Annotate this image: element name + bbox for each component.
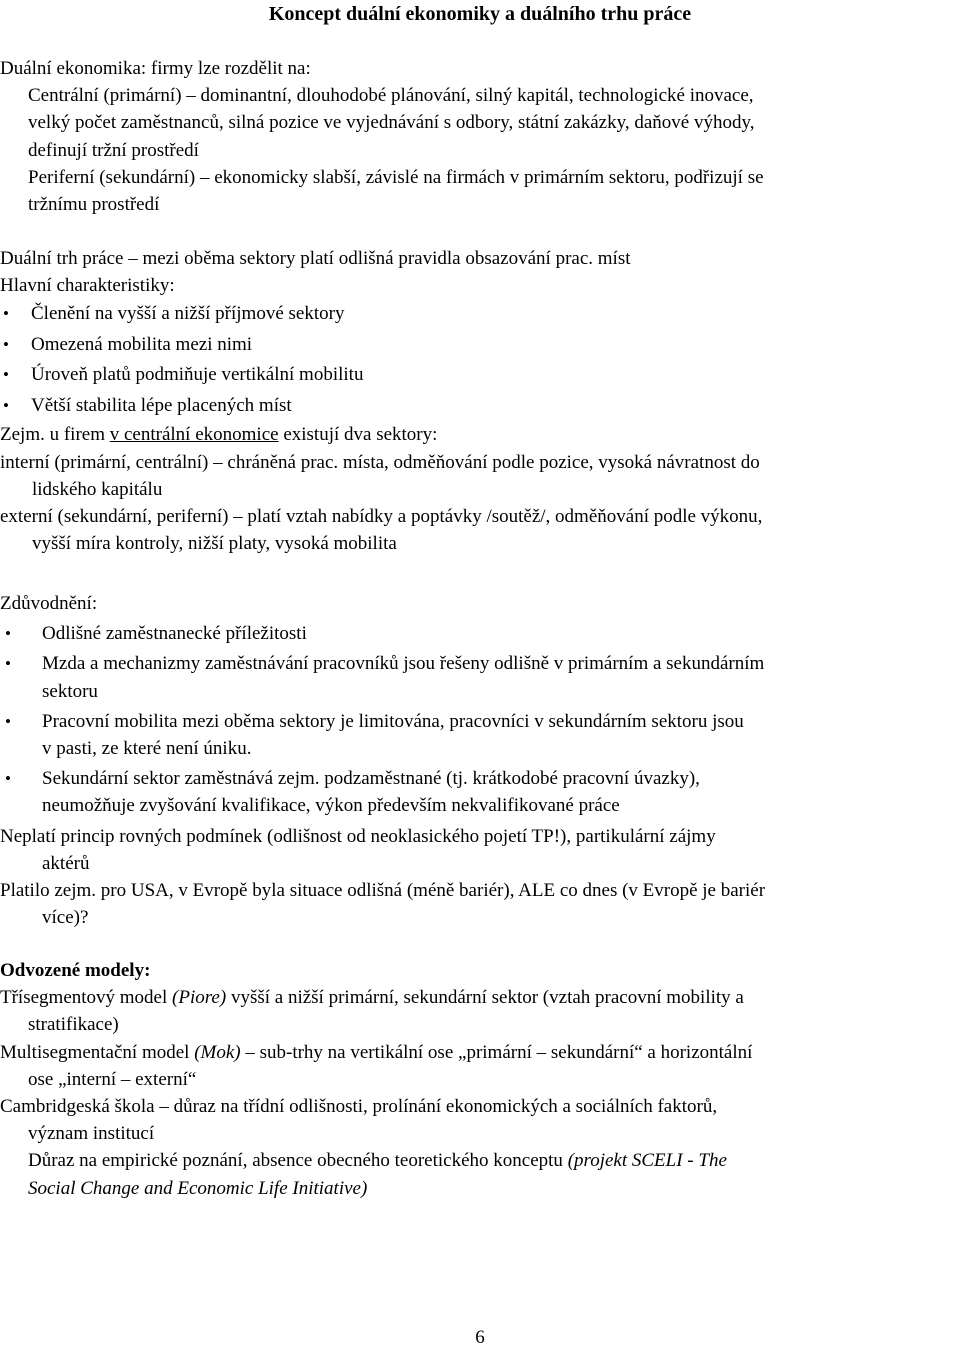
section-dual-labor-market: [0, 245, 960, 557]
list-item: • Úroveň platů podmiňuje vertikální mobilitu: [0, 360, 960, 391]
cambridge-line-2: význam institucí: [28, 1123, 155, 1145]
neplati-line-2: aktérů: [42, 852, 90, 874]
justification-list: [0, 620, 960, 819]
central-economy-sentence: Zejm. u firem v centrální ekonomice existují dva sektory:: [0, 424, 438, 446]
empirical-line-1: Důraz na empirické poznání, absence obecného teoretického konceptu (projekt SCELI - The: [28, 1150, 727, 1172]
cambridge-line-1: Cambridgeská škola – důraz na třídní odlišnosti, prolínání ekonomických a sociálních faktorů,: [0, 1096, 718, 1118]
trisegment-line-2: stratifikace): [28, 1014, 119, 1036]
derived-models-heading: Odvozené modely:: [0, 960, 151, 981]
page-title: Koncept duální ekonomiky a duálního trhu práce: [268, 3, 692, 25]
section-dual-economy: [0, 55, 960, 218]
peripheral-line-2: tržnímu prostředí: [28, 194, 160, 216]
platilo-line-1: Platilo zejm. pro USA, v Evropě byla situace odlišná (méně bariér), ALE co dnes (v Evropě je bariér: [0, 880, 766, 902]
platilo-line-2: více)?: [42, 907, 89, 929]
justification-heading: Zdůvodnění:: [0, 593, 98, 614]
list-item: • Omezená mobilita mezi nimi: [0, 330, 960, 361]
external-sector-line-2: vyšší míra kontroly, nižší platy, vysoká mobilita: [32, 533, 397, 555]
dual-economy-intro: Duální ekonomika: firmy lze rozdělit na:: [0, 58, 311, 79]
characteristics-heading: Hlavní charakteristiky:: [0, 275, 175, 297]
internal-sector-line-1: interní (primární, centrální) – chráněná prac. místa, odměňování podle pozice, vysoká návratnost do: [0, 451, 760, 473]
neplati-line-1: Neplatí princip rovných podmínek (odlišnost od neoklasického pojetí TP!), partikulární zájmy: [0, 825, 716, 847]
multisegment-line-1: Multisegmentační model (Mok) – sub-trhy na vertikální ose „primární – sekundární“ a horizontální: [0, 1041, 753, 1063]
labor-market-intro: Duální trh práce – mezi oběma sektory platí odlišná pravidla obsazování prac. míst: [0, 248, 631, 269]
central-line-3: definují tržní prostředí: [28, 139, 199, 161]
central-line-2: velký počet zaměstnanců, silná pozice ve vyjednávání s odbory, státní zakázky, daňové výhody,: [28, 112, 755, 134]
section-justification: [0, 590, 960, 931]
characteristics-list: [0, 299, 960, 421]
underlined-phrase: v centrální ekonomice: [109, 424, 279, 446]
section-derived-models: [0, 957, 960, 1202]
list-item: • Mzda a mechanizmy zaměstnávání pracovníků jsou řešeny odlišně v primárním a sekundárním sektoru: [0, 650, 960, 704]
peripheral-line-1: Periferní (sekundární) – ekonomicky slabší, závislé na firmách v primárním sektoru, podřizují se: [28, 166, 764, 188]
list-item: • Větší stabilita lépe placených míst: [0, 391, 960, 422]
list-item: • Odlišné zaměstnanecké příležitosti: [0, 620, 960, 647]
page-number: 6: [475, 1327, 485, 1348]
external-sector-line-1: externí (sekundární, periferní) – platí vztah nabídky a poptávky /soutěž/, odměňování podle výkonu,: [0, 506, 763, 528]
internal-sector-line-2: lidského kapitálu: [32, 478, 163, 500]
multisegment-line-2: ose „interní – externí“: [28, 1068, 197, 1090]
empirical-line-2: Social Change and Economic Life Initiative): [28, 1177, 368, 1199]
trisegment-line-1: Třísegmentový model (Piore) vyšší a nižší primární, sekundární sektor (vztah pracovní mobility a: [0, 987, 744, 1009]
list-item: • Členění na vyšší a nižší příjmové sektory: [0, 299, 960, 330]
central-line-1: Centrální (primární) – dominantní, dlouhodobé plánování, silný kapitál, technologické inovace,: [28, 85, 754, 107]
list-item: • Sekundární sektor zaměstnává zejm. podzaměstnané (tj. krátkodobé pracovní úvazky), neumožňuje zvyšování kvalifikace, výkon především nekvalifikované práce: [0, 765, 960, 819]
list-item: • Pracovní mobilita mezi oběma sektory je limitována, pracovníci v sekundárním sektoru jsou v pasti, ze které není úniku.: [0, 708, 960, 762]
